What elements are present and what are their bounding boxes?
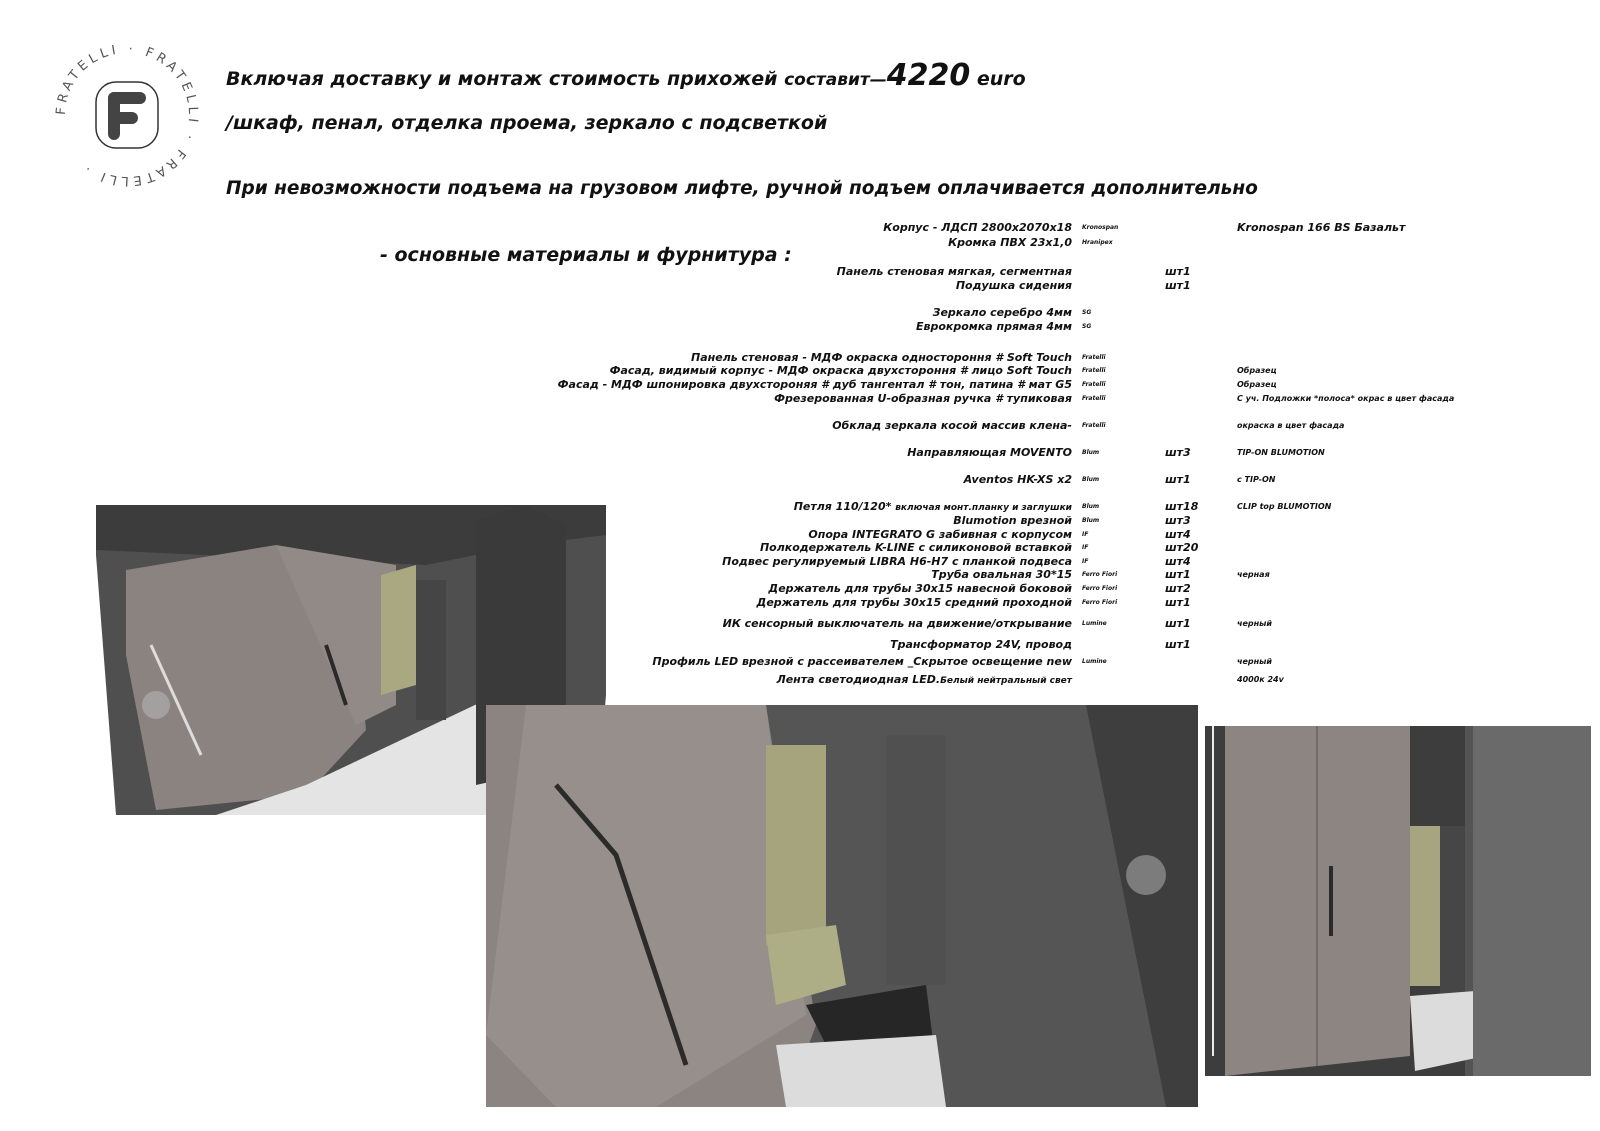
material-row xyxy=(0,473,1600,487)
material-qty: шт3 xyxy=(1165,446,1191,459)
material-note: с TIP-ON xyxy=(1237,475,1276,484)
material-name: Корпус - ЛДСП 2800х2070х18 xyxy=(883,221,1072,234)
material-name: Трансформатор 24V, провод xyxy=(890,638,1072,651)
scope-line: /шкаф, пенал, отделка проема, зеркало с подсветкой xyxy=(226,112,828,134)
material-row xyxy=(0,351,1600,365)
material-qty: шт1 xyxy=(1165,596,1191,609)
material-name xyxy=(794,500,1072,515)
lift-note: При невозможности подъема на грузовом лифте, ручной подъем оплачивается дополнительно xyxy=(226,178,1258,199)
material-row xyxy=(0,265,1600,279)
material-brand: Kronospan xyxy=(1082,224,1119,231)
material-note: черная xyxy=(1237,570,1270,579)
material-brand: Blum xyxy=(1082,517,1100,524)
material-note: TIP-ON BLUMOTION xyxy=(1237,448,1325,457)
material-name-small: включая монт.планку и заглушки xyxy=(895,503,1072,513)
material-brand: Ferro Fiori xyxy=(1082,585,1118,592)
material-name: Blumotion врезной xyxy=(953,514,1072,527)
material-brand: Fratelli xyxy=(1082,367,1106,374)
material-row xyxy=(0,378,1600,392)
headline-mid: стоимость прихожей xyxy=(548,68,785,90)
material-qty: шт1 xyxy=(1165,265,1191,278)
material-qty: шт3 xyxy=(1165,514,1191,527)
material-qty: шт1 xyxy=(1165,568,1191,581)
material-note: 4000к 24v xyxy=(1237,675,1284,684)
material-brand: Hranipex xyxy=(1082,239,1113,246)
material-brand: Ferro Fiori xyxy=(1082,571,1118,578)
material-brand: Fratelli xyxy=(1082,381,1106,388)
hallway-render-3 xyxy=(1205,726,1591,1076)
material-name: Подвес регулируемый LIBRA H6-H7 с планкой подвеса xyxy=(722,555,1072,568)
material-name-main: Петля 110/120* xyxy=(793,500,896,513)
price-currency: euro xyxy=(970,68,1026,90)
material-brand: Blum xyxy=(1082,449,1100,456)
logo-ring-text: FRATELLI · FRATELLI · FRATELLI · xyxy=(53,41,201,189)
material-note: Kronospan 166 BS Базальт xyxy=(1237,221,1406,234)
material-brand: Blum xyxy=(1082,503,1100,510)
material-brand: Fratelli xyxy=(1082,422,1106,429)
material-name: Фасад, видимый корпус - МДФ окраска двухстороння # лицо Soft Touch xyxy=(609,364,1072,377)
material-name xyxy=(777,673,1072,688)
material-brand: Blum xyxy=(1082,476,1100,483)
material-brand: Lumine xyxy=(1082,658,1107,665)
material-note: окраска в цвет фасада xyxy=(1237,421,1345,430)
material-name: Держатель для трубы 30х15 навесной боковой xyxy=(768,582,1072,595)
material-name: Панель стеновая мягкая, сегментная xyxy=(836,265,1072,278)
material-qty: шт4 xyxy=(1165,555,1191,568)
material-name-main: Лента светодиодная LED. xyxy=(776,673,941,686)
material-qty: шт1 xyxy=(1165,473,1191,486)
material-name: Фасад - МДФ шпонировка двухстороняя # дуб тангентал # тон, патина # мат G5 xyxy=(557,378,1072,391)
material-name: Еврокромка прямая 4мм xyxy=(916,320,1072,333)
material-row xyxy=(0,392,1600,406)
material-qty: шт18 xyxy=(1165,500,1199,513)
material-note: черный xyxy=(1237,657,1273,666)
material-name: Направляющая MOVENTO xyxy=(907,446,1072,459)
material-qty: шт1 xyxy=(1165,638,1191,651)
material-name: Aventos HK-XS x2 xyxy=(963,473,1072,486)
hallway-render-2 xyxy=(486,705,1198,1107)
material-qty: шт4 xyxy=(1165,528,1191,541)
price-value: 4220 xyxy=(886,58,971,93)
material-brand: IF xyxy=(1082,544,1089,551)
material-name: Подушка сидения xyxy=(955,279,1072,292)
material-row xyxy=(0,320,1600,334)
material-qty: шт20 xyxy=(1165,541,1199,554)
material-row xyxy=(0,364,1600,378)
material-name: ИК сенсорный выключатель на движение/открывание xyxy=(722,617,1072,630)
material-name: Панель стеновая - МДФ окраска одностороння # Soft Touch xyxy=(691,351,1072,364)
material-brand: IF xyxy=(1082,531,1089,538)
material-row xyxy=(0,446,1600,460)
material-brand: Ferro Fiori xyxy=(1082,599,1118,606)
material-name: Труба овальная 30*15 xyxy=(931,568,1072,581)
material-brand: SG xyxy=(1082,309,1092,316)
material-name: Кромка ПВХ 23х1,0 xyxy=(948,236,1072,249)
material-name: Опора INTEGRATO G забивная с корпусом xyxy=(808,528,1072,541)
material-qty: шт1 xyxy=(1165,279,1191,292)
material-note: С уч. Подложки *полоса* окрас в цвет фасада xyxy=(1237,394,1455,403)
material-name: Полкодержатель K-LINE с силиконовой вставкой xyxy=(759,541,1072,554)
material-row xyxy=(0,236,1600,250)
material-note: Образец xyxy=(1237,380,1277,389)
material-qty: шт1 xyxy=(1165,617,1191,630)
material-brand: Lumine xyxy=(1082,620,1107,627)
material-name-small: Белый нейтральный свет xyxy=(940,676,1072,686)
material-qty: шт2 xyxy=(1165,582,1191,595)
headline-prefix: Включая доставку и монтаж xyxy=(226,68,549,90)
material-row xyxy=(0,221,1600,235)
material-name: Профиль LED врезной с рассеивателем _Скрытое освещение new xyxy=(652,655,1072,668)
headline-small: составит— xyxy=(784,70,887,90)
material-note: Образец xyxy=(1237,366,1277,375)
material-note: черный xyxy=(1237,619,1273,628)
material-brand: IF xyxy=(1082,558,1089,565)
material-name: Обклад зеркала косой массив клена- xyxy=(832,419,1072,432)
material-row xyxy=(0,419,1600,433)
material-brand: SG xyxy=(1082,323,1092,330)
material-note: CLIP top BLUMOTION xyxy=(1237,502,1332,511)
material-row xyxy=(0,279,1600,293)
material-name: Зеркало серебро 4мм xyxy=(932,306,1072,319)
material-name: Держатель для трубы 30х15 средний проходной xyxy=(756,596,1072,609)
materials-section-title: - основные материалы и фурнитура : xyxy=(380,244,792,266)
material-row xyxy=(0,306,1600,320)
material-brand: Fratelli xyxy=(1082,354,1106,361)
material-brand: Fratelli xyxy=(1082,395,1106,402)
material-name: Фрезерованная U-образная ручка # тупиковая xyxy=(774,392,1072,405)
